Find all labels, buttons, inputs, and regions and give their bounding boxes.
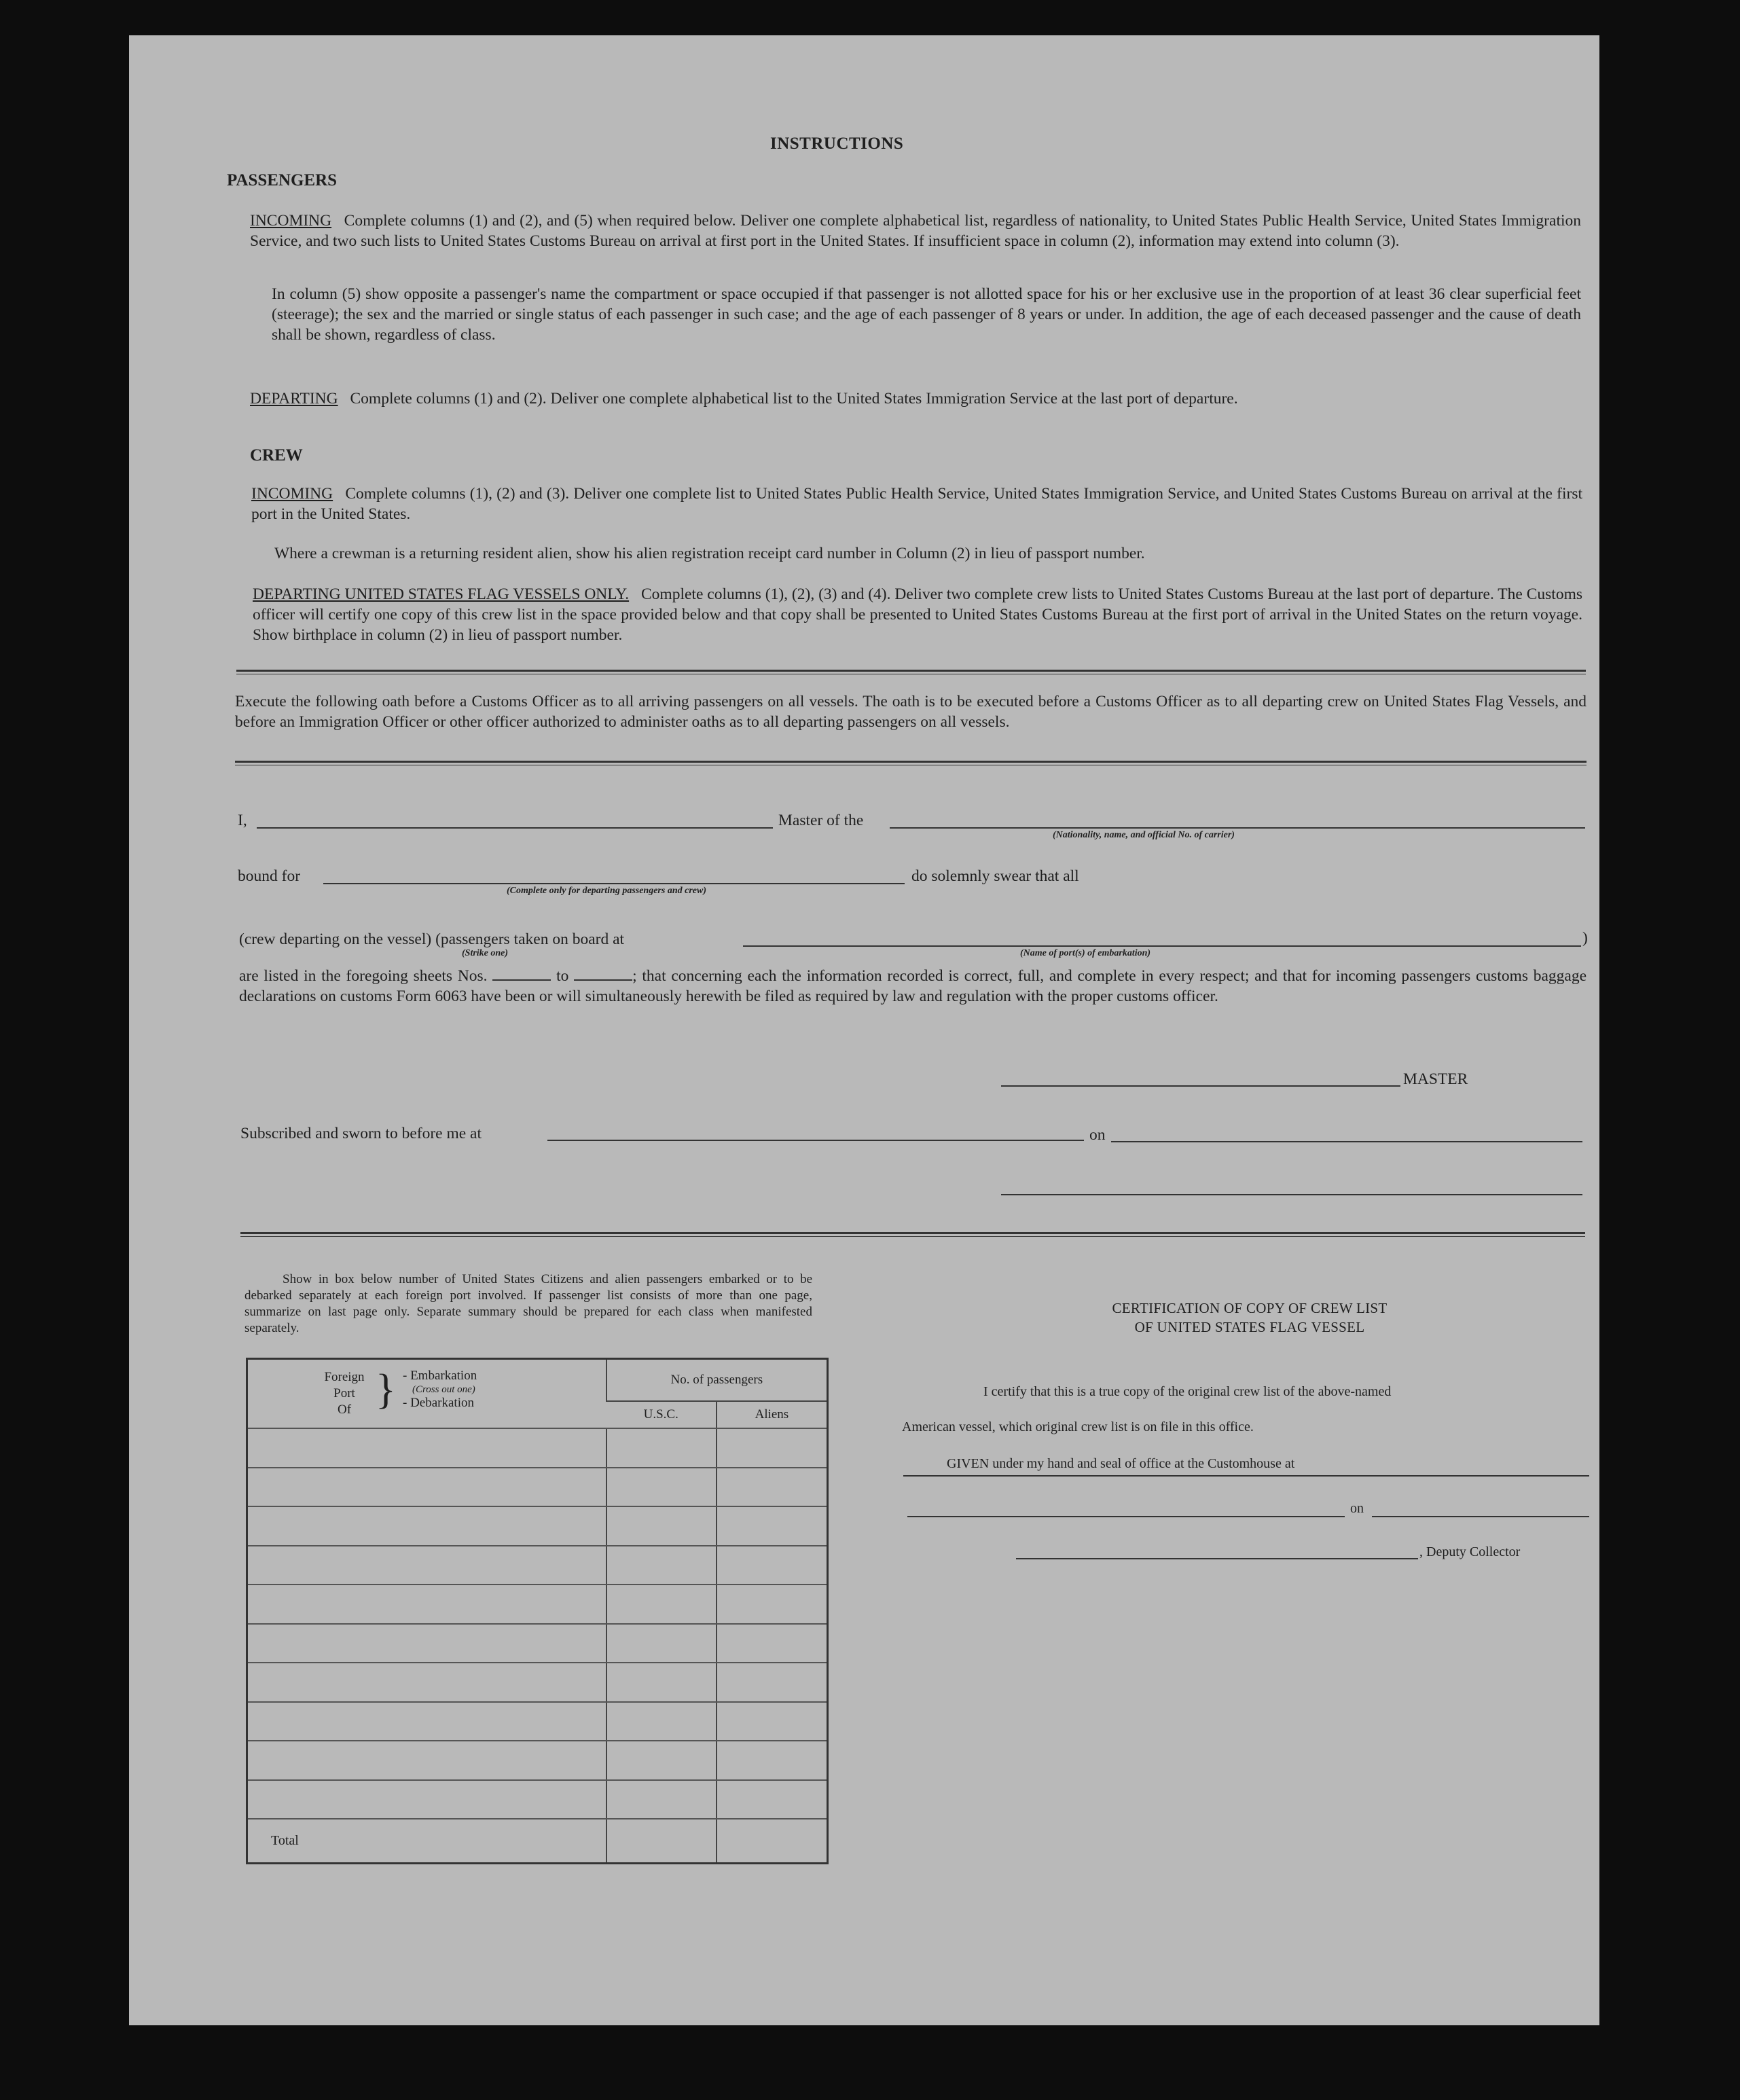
passengers-column5-text: In column (5) show opposite a passenger's name the compartment or space occupied if that passenger is not allotted space for his or her exclusive use in the proportion of at least 36 clear superficial feet (steerage); the sex and the married or single status of each passenger in such case; and the age of each passenger of 8 years or under. In addition, the age of each deceased passenger and the cause of death shall be shown, regardless of class.	[272, 285, 1581, 344]
deputy-signature-field[interactable]	[1016, 1558, 1418, 1559]
total-usc-cell[interactable]	[606, 1819, 717, 1863]
passengers-incoming-block	[250, 211, 1581, 251]
subscribed-place-field[interactable]	[547, 1140, 1084, 1141]
bound-for-label: bound for	[238, 867, 301, 885]
port-cell[interactable]	[247, 1741, 606, 1780]
certification-title-line1: CERTIFICATION OF COPY OF CREW LIST	[1112, 1300, 1388, 1316]
aliens-cell[interactable]	[717, 1624, 828, 1663]
port-cell[interactable]	[247, 1663, 606, 1702]
no-passengers-header: No. of passengers	[606, 1359, 828, 1402]
aliens-cell[interactable]	[717, 1468, 828, 1507]
officer-signature-field[interactable]	[1001, 1194, 1582, 1195]
port-header-cell	[247, 1359, 606, 1429]
usc-cell[interactable]	[606, 1624, 717, 1663]
port-cell[interactable]	[247, 1702, 606, 1741]
aliens-cell[interactable]	[717, 1702, 828, 1741]
aliens-cell[interactable]	[717, 1741, 828, 1780]
crew-departing-label: DEPARTING UNITED STATES FLAG VESSELS ONLY.	[253, 585, 630, 603]
port-label: Port	[333, 1386, 355, 1400]
aliens-header: Aliens	[717, 1401, 828, 1428]
foreign-label: Foreign	[324, 1370, 365, 1384]
of-label: Of	[337, 1402, 352, 1417]
listed-part-b: ; that concerning each the information recorded is correct, full, and complete in every respect; and that for incoming passengers customs baggage declarations on customs Form 6063 have been or will simultaneously herewith be filed as required by law and regulation with the proper customs officer.	[239, 967, 1587, 1005]
sheet-to-field[interactable]	[574, 967, 632, 981]
cross-out-label: (Cross out one)	[412, 1384, 475, 1395]
summary-instructions: Show in box below number of United States Citizens and alien passengers embarked or to be debarked separately at each foreign port involved. If passenger list consists of more than one page, summarize on last page only. Separate summary should be prepared for each class when manifested separately.	[244, 1272, 812, 1335]
embarkation-port-field[interactable]	[743, 945, 1581, 947]
usc-cell[interactable]	[606, 1663, 717, 1702]
oath-i-label: I,	[238, 812, 247, 829]
aliens-cell[interactable]	[717, 1546, 828, 1585]
aliens-cell[interactable]	[717, 1585, 828, 1624]
table-row	[247, 1624, 828, 1663]
total-aliens-cell[interactable]	[717, 1819, 828, 1863]
page-title: INSTRUCTIONS	[770, 134, 904, 153]
master-name-field[interactable]	[257, 827, 773, 829]
crew-departing-block	[253, 584, 1582, 645]
customhouse-field[interactable]	[903, 1475, 1589, 1477]
usc-cell[interactable]	[606, 1780, 717, 1820]
cert-on-label: on	[1350, 1501, 1364, 1516]
swear-label: do solemnly swear that all	[911, 867, 1079, 885]
master-label: MASTER	[1403, 1070, 1468, 1088]
crew-incoming-text: Complete columns (1), (2) and (3). Deliver one complete list to United States Public Health Service, United States Immigration Service, and United States Customs Bureau on arrival at the first port in the United States.	[251, 485, 1582, 523]
port-cell[interactable]	[247, 1428, 606, 1468]
table-row	[247, 1585, 828, 1624]
usc-cell[interactable]	[606, 1546, 717, 1585]
usc-header: U.S.C.	[606, 1401, 717, 1428]
aliens-cell[interactable]	[717, 1428, 828, 1468]
crew-heading: CREW	[250, 446, 303, 465]
passengers-departing-block	[250, 388, 1581, 409]
master-signature-field[interactable]	[1001, 1085, 1400, 1087]
usc-cell[interactable]	[606, 1741, 717, 1780]
passengers-incoming-text: Complete columns (1) and (2), and (5) when required below. Deliver one complete alphabetical list, regardless of nationality, to United States Public Health Service, United States Immigration Service, and two such lists to United States Customs Bureau on arrival at first port in the United States. If insufficient space in column (2), information may extend into column (3).	[250, 212, 1581, 250]
passengers-departing-label: DEPARTING	[250, 390, 338, 408]
port-cell[interactable]	[247, 1624, 606, 1663]
table-row	[247, 1780, 828, 1820]
total-label: Total	[271, 1833, 299, 1848]
passenger-summary-table	[246, 1358, 829, 1864]
usc-cell[interactable]	[606, 1506, 717, 1546]
carrier-note: (Nationality, name, and official No. of carrier)	[1053, 830, 1235, 840]
listed-part-a: are listed in the foregoing sheets Nos.	[239, 967, 488, 985]
oath-divider	[235, 761, 1587, 765]
aliens-cell[interactable]	[717, 1663, 828, 1702]
master-of-label: Master of the	[778, 812, 864, 829]
subscribed-date-field[interactable]	[1111, 1141, 1582, 1142]
port-cell[interactable]	[247, 1585, 606, 1624]
brace-symbol: }	[376, 1366, 396, 1413]
passengers-heading: PASSENGERS	[227, 171, 338, 189]
crew-departing-text: Complete columns (1), (2), (3) and (4). Deliver two complete crew lists to United States Customs Bureau at the last port of departure. The Customs officer will certify one copy of this crew list in the space provided below and that copy shall be presented to United States Customs Bureau at the first port of arrival in the United States on the return voyage. Show birthplace in column (2) in lieu of passport number.	[253, 585, 1583, 644]
aliens-cell[interactable]	[717, 1506, 828, 1546]
port-cell[interactable]	[247, 1468, 606, 1507]
certification-title	[1005, 1299, 1494, 1337]
oath-intro: Execute the following oath before a Customs Officer as to all arriving passengers on all vessels. The oath is to be executed before a Customs Officer as to all departing crew on United States Flag Vessels, and before an Immigration Officer or other officer authorized to administer oaths as to all departing passengers on all vessels.	[235, 693, 1587, 731]
strike-note: (Strike one)	[462, 948, 509, 958]
given-text: GIVEN under my hand and seal of office at the Customhouse at	[947, 1456, 1295, 1471]
table-row	[247, 1468, 828, 1507]
table-row	[247, 1506, 828, 1546]
certification-title-line2: OF UNITED STATES FLAG VESSEL	[1134, 1319, 1365, 1335]
subscribed-on-label: on	[1089, 1126, 1106, 1144]
passengers-departing-text: Complete columns (1) and (2). Deliver one complete alphabetical list to the United States Immigration Service at the last port of departure.	[350, 390, 1238, 408]
usc-cell[interactable]	[606, 1702, 717, 1741]
listed-statement	[239, 966, 1587, 1007]
bound-for-field[interactable]	[323, 883, 905, 884]
foreign-port-of-label	[317, 1369, 371, 1418]
table-row	[247, 1546, 828, 1585]
sheet-from-field[interactable]	[492, 967, 551, 981]
aliens-cell[interactable]	[717, 1780, 828, 1820]
listed-to-label: to	[556, 967, 569, 985]
table-row	[247, 1741, 828, 1780]
usc-cell[interactable]	[606, 1585, 717, 1624]
certify-text-2: American vessel, which original crew list is on file in this office.	[902, 1419, 1254, 1434]
section-divider	[236, 670, 1586, 674]
port-cell[interactable]	[247, 1780, 606, 1820]
port-cell[interactable]	[247, 1506, 606, 1546]
crew-passengers-label: (crew departing on the vessel) (passengers taken on board at	[239, 930, 625, 948]
table-row	[247, 1702, 828, 1741]
embark-debark-label	[403, 1369, 477, 1410]
bound-note: (Complete only for departing passengers and crew)	[507, 886, 706, 896]
subscribed-label: Subscribed and sworn to before me at	[240, 1125, 482, 1142]
close-paren: )	[1582, 929, 1588, 947]
form-page	[129, 35, 1599, 2025]
port-note: (Name of port(s) of embarkation)	[1020, 948, 1151, 958]
crew-incoming-block	[251, 484, 1582, 524]
table-row	[247, 1428, 828, 1468]
carrier-field[interactable]	[890, 827, 1585, 829]
cert-place-field[interactable]	[907, 1516, 1345, 1517]
port-cell[interactable]	[247, 1546, 606, 1585]
usc-cell[interactable]	[606, 1428, 717, 1468]
crew-resident-text: Where a crewman is a returning resident alien, show his alien registration receipt card number in Column (2) in lieu of passport number.	[274, 545, 1145, 562]
table-row	[247, 1663, 828, 1702]
embarkation-label: - Embarkation	[403, 1369, 477, 1383]
crew-incoming-label: INCOMING	[251, 485, 333, 503]
cert-date-field[interactable]	[1372, 1516, 1589, 1517]
oath-bottom-divider	[240, 1232, 1585, 1237]
deputy-collector-label: , Deputy Collector	[1419, 1544, 1521, 1559]
debarkation-label: - Debarkation	[403, 1396, 474, 1410]
certify-text-1: I certify that this is a true copy of the original crew list of the above-named	[983, 1384, 1392, 1399]
passengers-incoming-label: INCOMING	[250, 212, 332, 230]
usc-cell[interactable]	[606, 1468, 717, 1507]
